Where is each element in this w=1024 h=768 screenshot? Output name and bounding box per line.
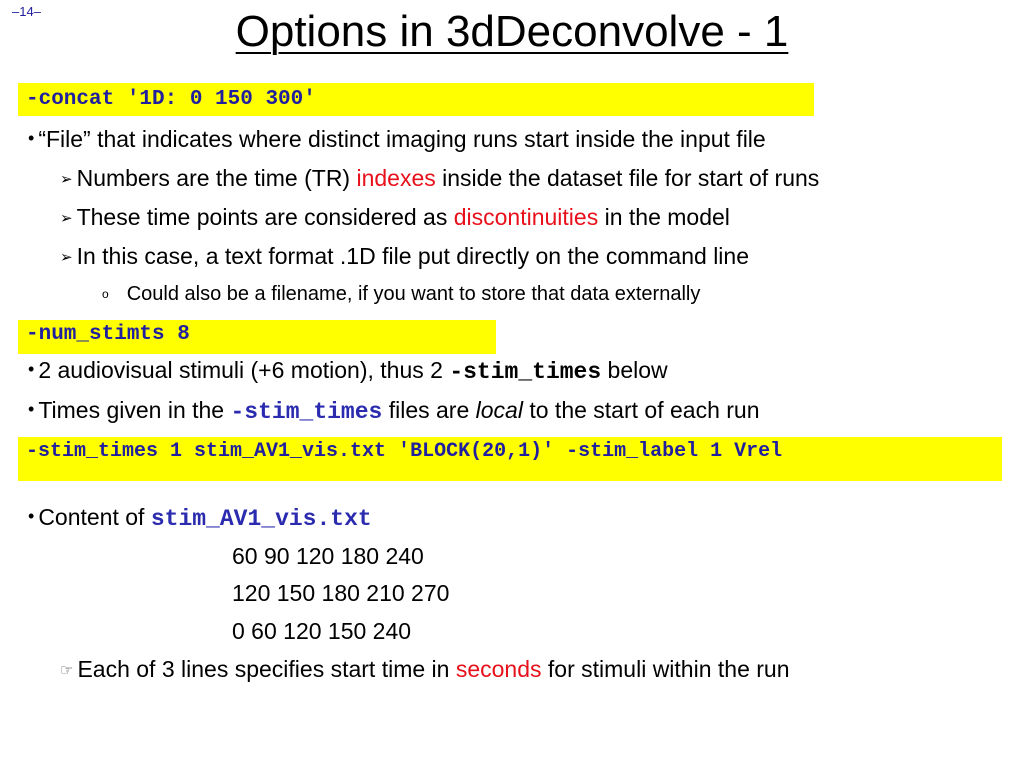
discontinuities-emphasis: discontinuities (453, 204, 599, 230)
concat-bullet-1 (28, 124, 766, 156)
concat-sub-2 (60, 202, 730, 236)
content-label: Content of (38, 504, 151, 530)
num-stimts-command: -num_stimts 8 (26, 323, 190, 346)
seconds-emphasis: seconds (455, 656, 542, 682)
content-note-tail: for stimuli within the run (541, 656, 790, 682)
num-stimts-command-highlight (18, 320, 496, 354)
concat-sub-1-text: Numbers are the time (TR) (76, 165, 357, 191)
concat-command-highlight (18, 83, 814, 116)
num-stimts-bullet-1-tail: below (601, 357, 668, 383)
arrow-bullet-icon: ➢ (60, 171, 73, 188)
concat-subsub-1-text: Could also be a filename, if you want to store that data externally (126, 283, 701, 305)
bullet-glyph: • (28, 128, 35, 148)
stim-times-code: -stim_times (230, 399, 383, 425)
concat-sub-1 (60, 163, 819, 197)
circle-bullet-icon: o (102, 287, 109, 301)
content-filename: stim_AV1_vis.txt (150, 506, 372, 532)
concat-sub-2-tail: in the model (598, 204, 730, 230)
page-title: Options in 3dDeconvolve - 1 (235, 7, 789, 56)
content-note (60, 654, 790, 688)
bullet-glyph: • (28, 506, 35, 526)
num-stimts-bullet-2 (28, 395, 760, 427)
concat-sub-2-text: These time points are considered as (76, 204, 454, 230)
bullet-glyph: • (28, 359, 35, 379)
num-stimts-bullet-2-mid: files are (382, 397, 476, 423)
num-stimts-bullet-2-text: Times given in the (38, 397, 231, 423)
content-note-text: Each of 3 lines specifies start time in (77, 656, 456, 682)
content-line-1: 60 90 120 180 240 (232, 543, 424, 569)
page-number: –14– (12, 4, 41, 19)
pointing-hand-icon: ☞ (60, 662, 74, 679)
num-stimts-bullet-1 (28, 355, 668, 387)
local-emphasis: local (475, 397, 523, 423)
num-stimts-bullet-2-tail: to the start of each run (522, 397, 760, 423)
bullet-glyph: • (28, 399, 35, 419)
concat-sub-1-tail: inside the dataset file for start of runs (435, 165, 820, 191)
concat-subsub-1 (102, 281, 700, 309)
stim-times-code: -stim_times (449, 359, 602, 385)
concat-sub-3-text: In this case, a text format .1D file put directly on the command line (76, 243, 750, 269)
arrow-bullet-icon: ➢ (60, 249, 73, 266)
indexes-emphasis: indexes (356, 165, 436, 191)
num-stimts-bullet-1-text: 2 audiovisual stimuli (+6 motion), thus 2 (38, 357, 450, 383)
stim-times-command-highlight (18, 437, 1002, 481)
concat-sub-3 (60, 241, 749, 275)
concat-command: -concat '1D: 0 150 300' (26, 88, 316, 111)
stim-times-command: -stim_times 1 stim_AV1_vis.txt 'BLOCK(20,1)' -stim_label 1 Vrel (26, 440, 783, 463)
arrow-bullet-icon: ➢ (60, 210, 73, 227)
concat-bullet-1-text: “File” that indicates where distinct imaging runs start inside the input file (38, 126, 766, 152)
content-line-2: 120 150 180 210 270 (232, 580, 450, 606)
content-line-3: 0 60 120 150 240 (232, 618, 412, 644)
content-bullet (28, 502, 372, 534)
